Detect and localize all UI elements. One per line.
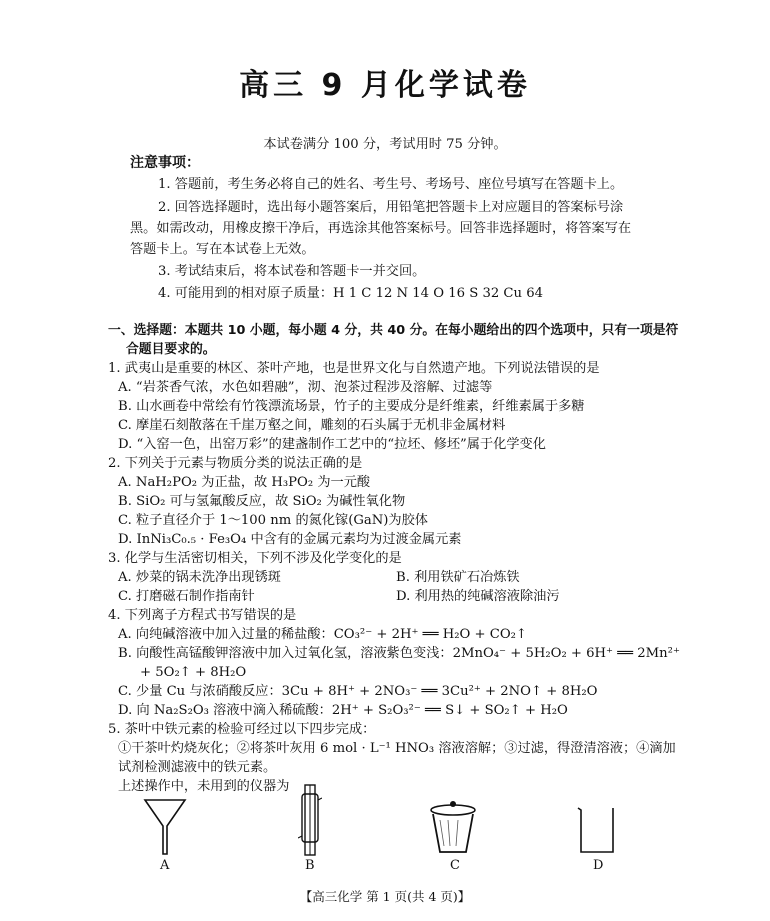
q2-stem: 2. 下列关于元素与物质分类的说法正确的是 bbox=[108, 456, 363, 471]
funnel-icon bbox=[143, 796, 187, 856]
q5-line-3: 试剂检测滤液中的铁元素。 bbox=[118, 760, 277, 775]
crucible-icon bbox=[428, 800, 478, 856]
q1-option-b: B. 山水画卷中常绘有竹筏漂流场景，竹子的主要成分是纤维素，纤维素属于多糖 bbox=[118, 399, 585, 414]
q3-option-a: A. 炒菜的锅未洗净出现锈斑 bbox=[118, 570, 281, 585]
notice-line-1: 1. 答题前，考生务必将自己的姓名、考生号、考场号、座位号填写在答题卡上。 bbox=[158, 177, 624, 192]
q4-option-b-line-2: + 5O₂↑ + 8H₂O bbox=[140, 665, 247, 680]
beaker-icon bbox=[576, 806, 616, 854]
q1-option-c: C. 摩崖石刻散落在千崖万壑之间，雕刻的石头属于无机非金属材料 bbox=[118, 418, 506, 433]
q4-stem: 4. 下列离子方程式书写错误的是 bbox=[108, 608, 297, 623]
q1-option-a: A. “岩茶香气浓，水色如碧融”，沏、泡茶过程涉及溶解、过滤等 bbox=[118, 380, 493, 395]
apparatus-label-a: A bbox=[160, 858, 170, 873]
notice-line-3: 黑。如需改动，用橡皮擦干净后，再选涂其他答案标号。回答非选择题时，将答案写在 bbox=[130, 221, 632, 236]
q4-option-b-line-1: B. 向酸性高锰酸钾溶液中加入过氧化氢，溶液紫色变浅：2MnO₄⁻ + 5H₂O₂ + 6H⁺ ══ 2Mn²⁺ bbox=[118, 646, 680, 661]
notice-line-5: 3. 考试结束后，将本试卷和答题卡一并交回。 bbox=[158, 264, 426, 279]
exam-title: 高三 9 月化学试卷 bbox=[239, 68, 531, 103]
apparatus-label-d: D bbox=[593, 858, 604, 873]
q4-option-a: A. 向纯碱溶液中加入过量的稀盐酸：CO₃²⁻ + 2H⁺ ══ H₂O + CO₂↑ bbox=[118, 627, 527, 642]
q2-option-b: B. SiO₂ 可与氢氟酸反应，故 SiO₂ 为碱性氧化物 bbox=[118, 494, 406, 509]
q5-line-2: ①干茶叶灼烧灰化；②将茶叶灰用 6 mol · L⁻¹ HNO₃ 溶液溶解；③过滤，得澄清溶液；④滴加 bbox=[118, 741, 676, 756]
q3-stem: 3. 化学与生活密切相关，下列不涉及化学变化的是 bbox=[108, 551, 402, 566]
q3-option-d: D. 利用热的纯碱溶液除油污 bbox=[396, 589, 560, 604]
q2-option-a: A. NaH₂PO₂ 为正盐，故 H₃PO₂ 为一元酸 bbox=[118, 475, 371, 490]
exam-subtitle: 本试卷满分 100 分，考试用时 75 分钟。 bbox=[263, 137, 507, 152]
q4-option-d: D. 向 Na₂S₂O₃ 溶液中滴入稀硫酸：2H⁺ + S₂O₃²⁻ ══ S↓ + SO₂↑ + H₂O bbox=[118, 703, 568, 718]
q2-option-c: C. 粒子直径介于 1～100 nm 的氮化镓(GaN)为胶体 bbox=[118, 513, 428, 528]
notice-line-6: 4. 可能用到的相对原子质量：H 1 C 12 N 14 O 16 S 32 Cu 64 bbox=[158, 286, 543, 301]
q1-stem: 1. 武夷山是重要的林区、茶叶产地，也是世界文化与自然遗产地。下列说法错误的是 bbox=[108, 361, 600, 376]
notice-line-4: 答题卡上。写在本试卷上无效。 bbox=[130, 242, 315, 257]
apparatus-label-b: B bbox=[305, 858, 315, 873]
q5-stem: 5. 茶叶中铁元素的检验可经过以下四步完成： bbox=[108, 722, 376, 737]
q1-option-d: D. “入窑一色，出窑万彩”的建盏制作工艺中的“拉坯、修坯”属于化学变化 bbox=[118, 437, 546, 452]
q2-option-d: D. InNi₃C₀.₅ · Fe₃O₄ 中含有的金属元素均为过渡金属元素 bbox=[118, 532, 462, 547]
section-heading-line-2: 合题目要求的。 bbox=[126, 342, 216, 357]
page-footer: 【高三化学 第 1 页(共 4 页)】 bbox=[299, 889, 471, 904]
notice-line-2: 2. 回答选择题时，选出每小题答案后，用铅笔把答题卡上对应题目的答案标号涂 bbox=[158, 200, 624, 215]
q3-option-c: C. 打磨磁石制作指南针 bbox=[118, 589, 255, 604]
section-heading-line-1: 一、选择题：本题共 10 小题，每小题 4 分，共 40 分。在每小题给出的四个选项中，只有一项是符 bbox=[108, 323, 679, 338]
q4-option-c: C. 少量 Cu 与浓硝酸反应：3Cu + 8H⁺ + 2NO₃⁻ ══ 3Cu²⁺ + 2NO↑ + 8H₂O bbox=[118, 684, 598, 699]
condenser-icon bbox=[298, 784, 322, 856]
notice-heading: 注意事项： bbox=[130, 155, 200, 171]
apparatus-label-c: C bbox=[450, 858, 460, 873]
q3-option-b: B. 利用铁矿石冶炼铁 bbox=[396, 570, 520, 585]
q5-line-4: 上述操作中，未用到的仪器为 bbox=[118, 779, 290, 794]
